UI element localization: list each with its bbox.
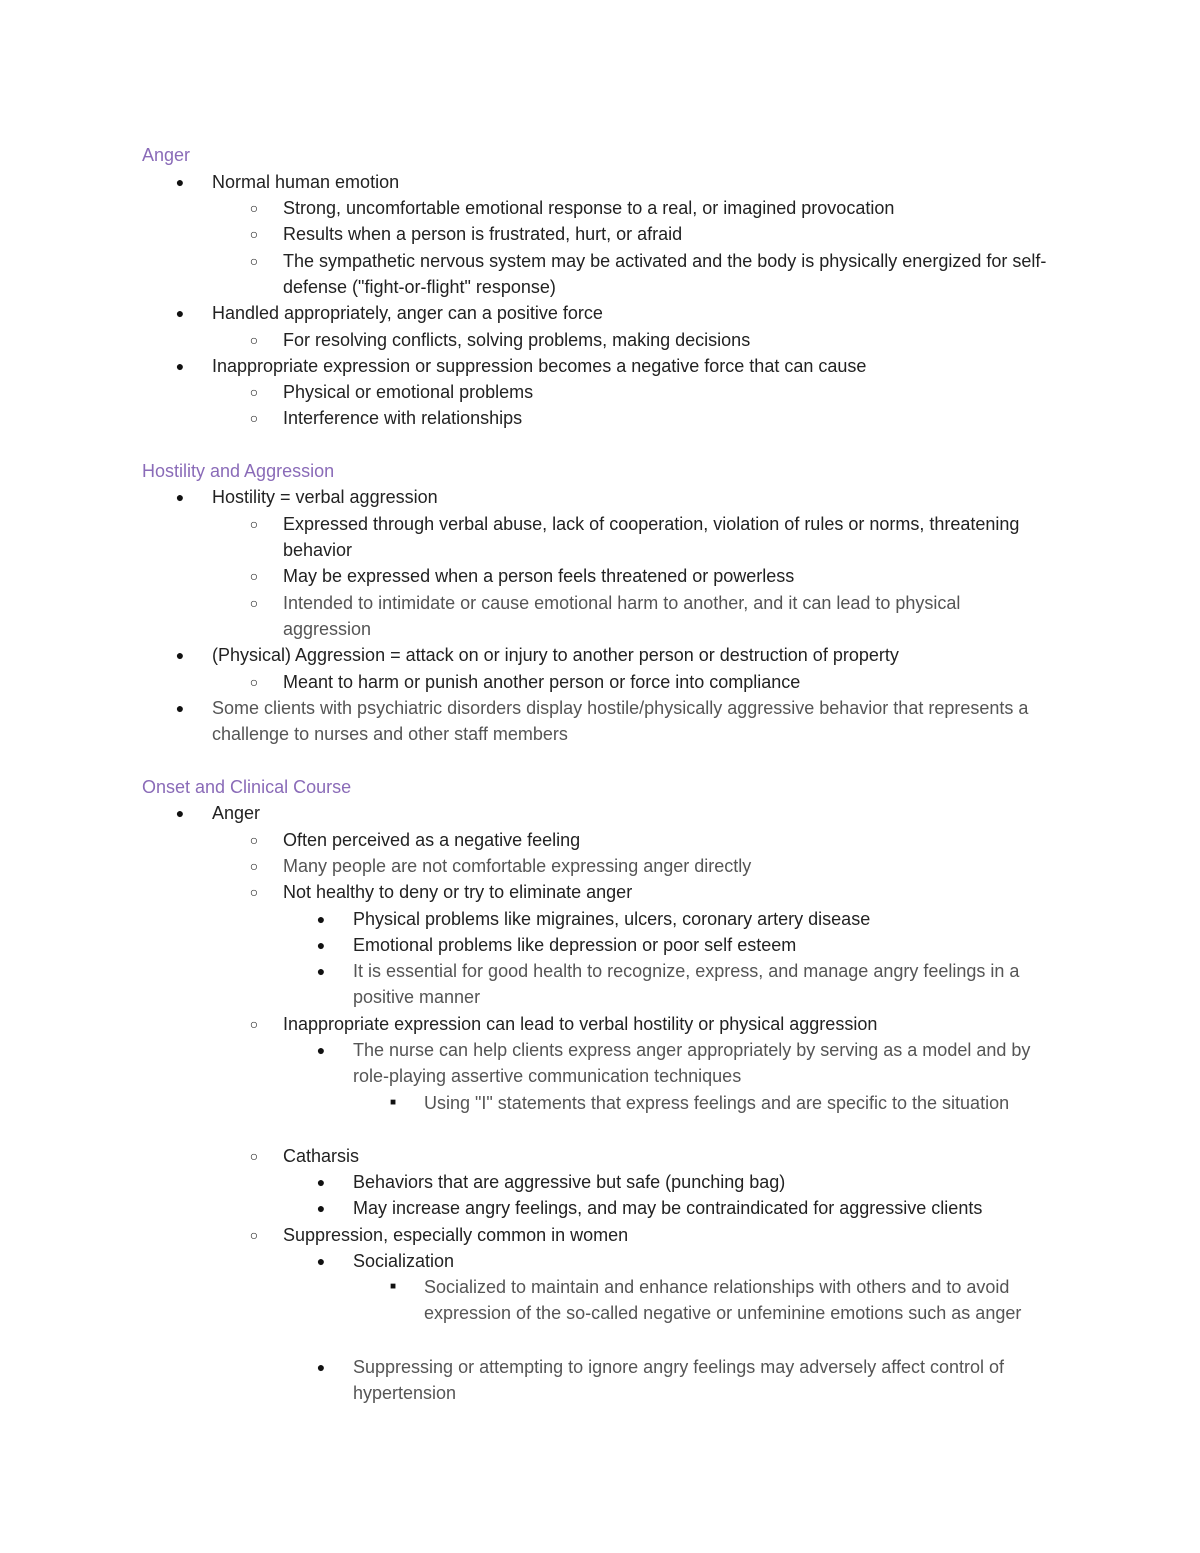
bullet-icon: ○ xyxy=(249,410,259,426)
bullet-icon: ○ xyxy=(249,200,259,216)
list-item: ■ Socialized to maintain and enhance relationships with others and to avoid expression of the so-called negative or unfeminine emotions such as anger xyxy=(424,1274,1054,1327)
list-item: ○ Physical or emotional problems xyxy=(283,379,1053,405)
list-item: ○ Expressed through verbal abuse, lack of cooperation, violation of rules or norms, threatening behavior xyxy=(283,511,1053,564)
bullet-icon: ■ xyxy=(389,1097,397,1108)
list-item: ○ Many people are not comfortable expressing anger directly xyxy=(283,853,1053,879)
bullet-icon: ● xyxy=(175,174,185,190)
bullet-icon: ○ xyxy=(249,832,259,848)
bullet-icon: ○ xyxy=(249,332,259,348)
list-item: ● Anger xyxy=(212,800,1052,826)
bullet-icon: ● xyxy=(316,911,326,927)
bullet-icon: ● xyxy=(316,963,326,979)
list-item: ● The nurse can help clients express anger appropriately by serving as a model and by role-playing assertive communication techniques xyxy=(353,1037,1053,1090)
bullet-icon: ● xyxy=(316,1042,326,1058)
list-item: ● Suppressing or attempting to ignore angry feelings may adversely affect control of hypertension xyxy=(353,1354,1053,1407)
bullet-icon: ● xyxy=(316,1253,326,1269)
list-item: ○ Often perceived as a negative feeling xyxy=(283,827,1053,853)
list-item: ● Inappropriate expression or suppression becomes a negative force that can cause xyxy=(212,353,1052,379)
bullet-icon: ○ xyxy=(249,884,259,900)
bullet-icon: ● xyxy=(175,489,185,505)
bullet-icon: ● xyxy=(316,1174,326,1190)
bullet-icon: ● xyxy=(175,805,185,821)
list-item: ● Some clients with psychiatric disorders display hostile/physically aggressive behavior that represents a challenge to nurses and other staff members xyxy=(212,695,1052,748)
list-item: ● Hostility = verbal aggression xyxy=(212,484,1052,510)
list-item: ○ Suppression, especially common in women xyxy=(283,1222,1053,1248)
bullet-icon: ● xyxy=(175,700,185,716)
list-item: ● Emotional problems like depression or poor self esteem xyxy=(353,932,1053,958)
list-item: ○ For resolving conflicts, solving problems, making decisions xyxy=(283,327,1053,353)
list-item: ○ The sympathetic nervous system may be activated and the body is physically energized for self-defense ("fight-or-flight" response) xyxy=(283,248,1053,301)
bullet-icon: ○ xyxy=(249,253,259,269)
bullet-icon: ● xyxy=(175,647,185,663)
bullet-icon: ○ xyxy=(249,568,259,584)
list-item: ● May increase angry feelings, and may be contraindicated for aggressive clients xyxy=(353,1195,1053,1221)
list-item: ○ May be expressed when a person feels threatened or powerless xyxy=(283,563,1053,589)
list-item: ○ Strong, uncomfortable emotional response to a real, or imagined provocation xyxy=(283,195,1053,221)
bullet-icon: ○ xyxy=(249,1016,259,1032)
list-item: ○ Not healthy to deny or try to eliminate anger xyxy=(283,879,1053,905)
bullet-icon: ○ xyxy=(249,595,259,611)
bullet-icon: ○ xyxy=(249,1148,259,1164)
bullet-icon: ● xyxy=(175,305,185,321)
list-item: ○ Intended to intimidate or cause emotional harm to another, and it can lead to physical aggression xyxy=(283,590,1053,643)
list-item: ○ Interference with relationships xyxy=(283,405,1053,431)
list-item: ○ Inappropriate expression can lead to verbal hostility or physical aggression xyxy=(283,1011,1053,1037)
list-item: ● (Physical) Aggression = attack on or injury to another person or destruction of property xyxy=(212,642,1052,668)
bullet-icon: ○ xyxy=(249,674,259,690)
list-item: ● Physical problems like migraines, ulcers, coronary artery disease xyxy=(353,906,1053,932)
list-item: ● Behaviors that are aggressive but safe (punching bag) xyxy=(353,1169,1053,1195)
list-item: ■ Using "I" statements that express feelings and are specific to the situation xyxy=(424,1090,1054,1116)
list-item: ○ Meant to harm or punish another person or force into compliance xyxy=(283,669,1053,695)
bullet-icon: ● xyxy=(316,1359,326,1375)
bullet-icon: ○ xyxy=(249,226,259,242)
list-item: ● Socialization xyxy=(353,1248,1053,1274)
bullet-icon: ● xyxy=(175,358,185,374)
bullet-icon: ○ xyxy=(249,1227,259,1243)
bullet-icon: ○ xyxy=(249,858,259,874)
bullet-icon: ■ xyxy=(389,1281,397,1292)
section-heading-anger: Anger xyxy=(142,145,191,165)
list-item: ○ Catharsis xyxy=(283,1143,1053,1169)
list-item: ● Handled appropriately, anger can a positive force xyxy=(212,300,1052,326)
section-heading-onset: Onset and Clinical Course xyxy=(142,777,352,797)
list-item: ● Normal human emotion xyxy=(212,169,1052,195)
list-item: ● It is essential for good health to recognize, express, and manage angry feelings in a positive manner xyxy=(353,958,1053,1011)
bullet-icon: ● xyxy=(316,937,326,953)
bullet-icon: ○ xyxy=(249,384,259,400)
bullet-icon: ● xyxy=(316,1200,326,1216)
bullet-icon: ○ xyxy=(249,516,259,532)
list-item: ○ Results when a person is frustrated, hurt, or afraid xyxy=(283,221,1053,247)
section-heading-hostility: Hostility and Aggression xyxy=(142,461,335,481)
